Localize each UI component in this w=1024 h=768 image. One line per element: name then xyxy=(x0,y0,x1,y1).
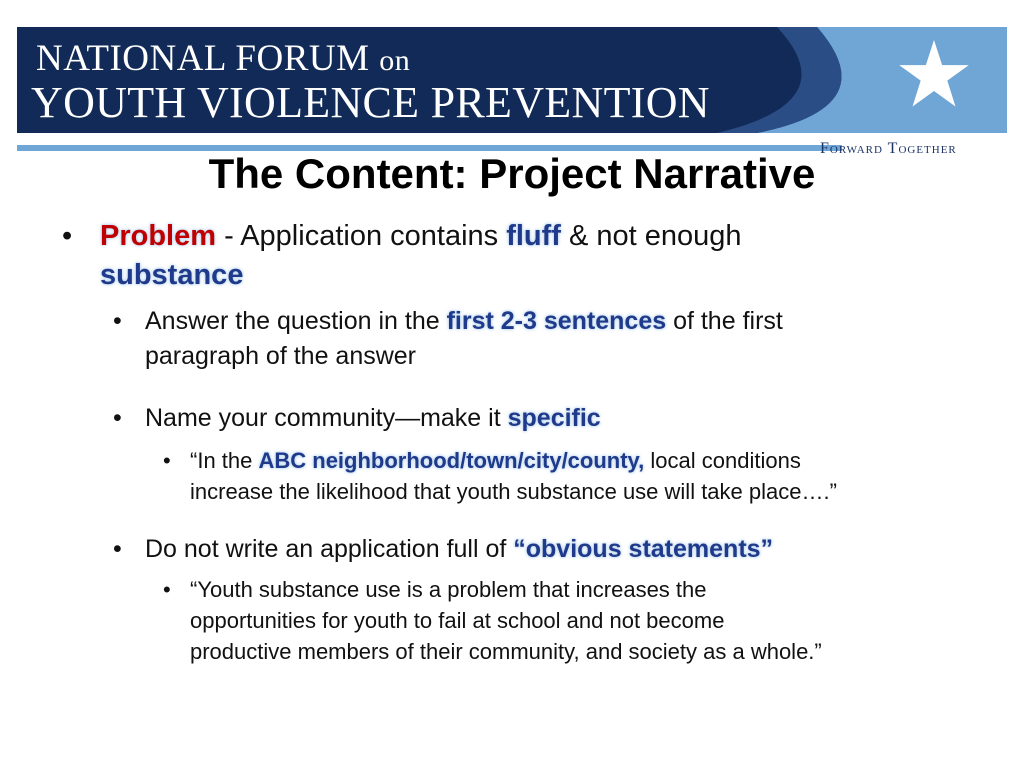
bullet-abc-example xyxy=(190,448,801,474)
bullet-dot: • xyxy=(113,307,122,335)
bullet-dot: • xyxy=(113,404,122,432)
abc-emph: ABC neighborhood/town/city/county, xyxy=(258,448,645,473)
bullet-answer xyxy=(145,307,783,336)
specific-emph: specific xyxy=(507,404,601,432)
first-sentences-emph: first 2-3 sentences xyxy=(446,307,667,335)
bullet-community xyxy=(145,404,601,433)
bullet-problem-cont xyxy=(100,259,243,292)
answer-text-2: of the first xyxy=(666,307,783,335)
abc-text-1: “In the xyxy=(190,448,259,473)
bullet-dot: • xyxy=(163,577,171,602)
bullet-problem xyxy=(100,220,742,253)
problem-text-2: & not enough xyxy=(560,220,742,252)
quote-line-3: productive members of their community, and society as a whole.” xyxy=(190,639,822,664)
obvious-emph: “obvious statements” xyxy=(513,535,774,563)
bullet-obvious xyxy=(145,535,773,564)
abc-text-2: local conditions xyxy=(644,448,801,473)
obvious-text: Do not write an application full of xyxy=(145,535,514,563)
fluff-emph: fluff xyxy=(506,220,561,252)
substance-emph: substance xyxy=(100,259,244,291)
bullet-dot: • xyxy=(113,535,122,563)
bullet-dot: • xyxy=(62,220,73,252)
banner-title-main: NATIONAL FORUM xyxy=(36,38,370,79)
slide-title: The Content: Project Narrative xyxy=(208,150,816,197)
problem-text-1: - Application contains xyxy=(216,220,507,252)
banner-title-on: on xyxy=(379,44,411,77)
quote-line-2: opportunities for youth to fail at school and not become xyxy=(190,608,725,633)
community-text: Name your community—make it xyxy=(145,404,508,432)
quote-line-1: “Youth substance use is a problem that increases the xyxy=(190,577,707,602)
answer-text-1: Answer the question in the xyxy=(145,307,447,335)
problem-label: Problem xyxy=(100,220,217,252)
bullet-answer-cont: paragraph of the answer xyxy=(145,342,417,370)
banner-title-line2: YOUTH VIOLENCE PREVENTION xyxy=(31,78,710,127)
bullet-dot: • xyxy=(163,448,171,473)
bullet-abc-example-cont: increase the likelihood that youth substance use will take place….” xyxy=(190,479,837,504)
tagline: Forward Together xyxy=(820,140,957,157)
